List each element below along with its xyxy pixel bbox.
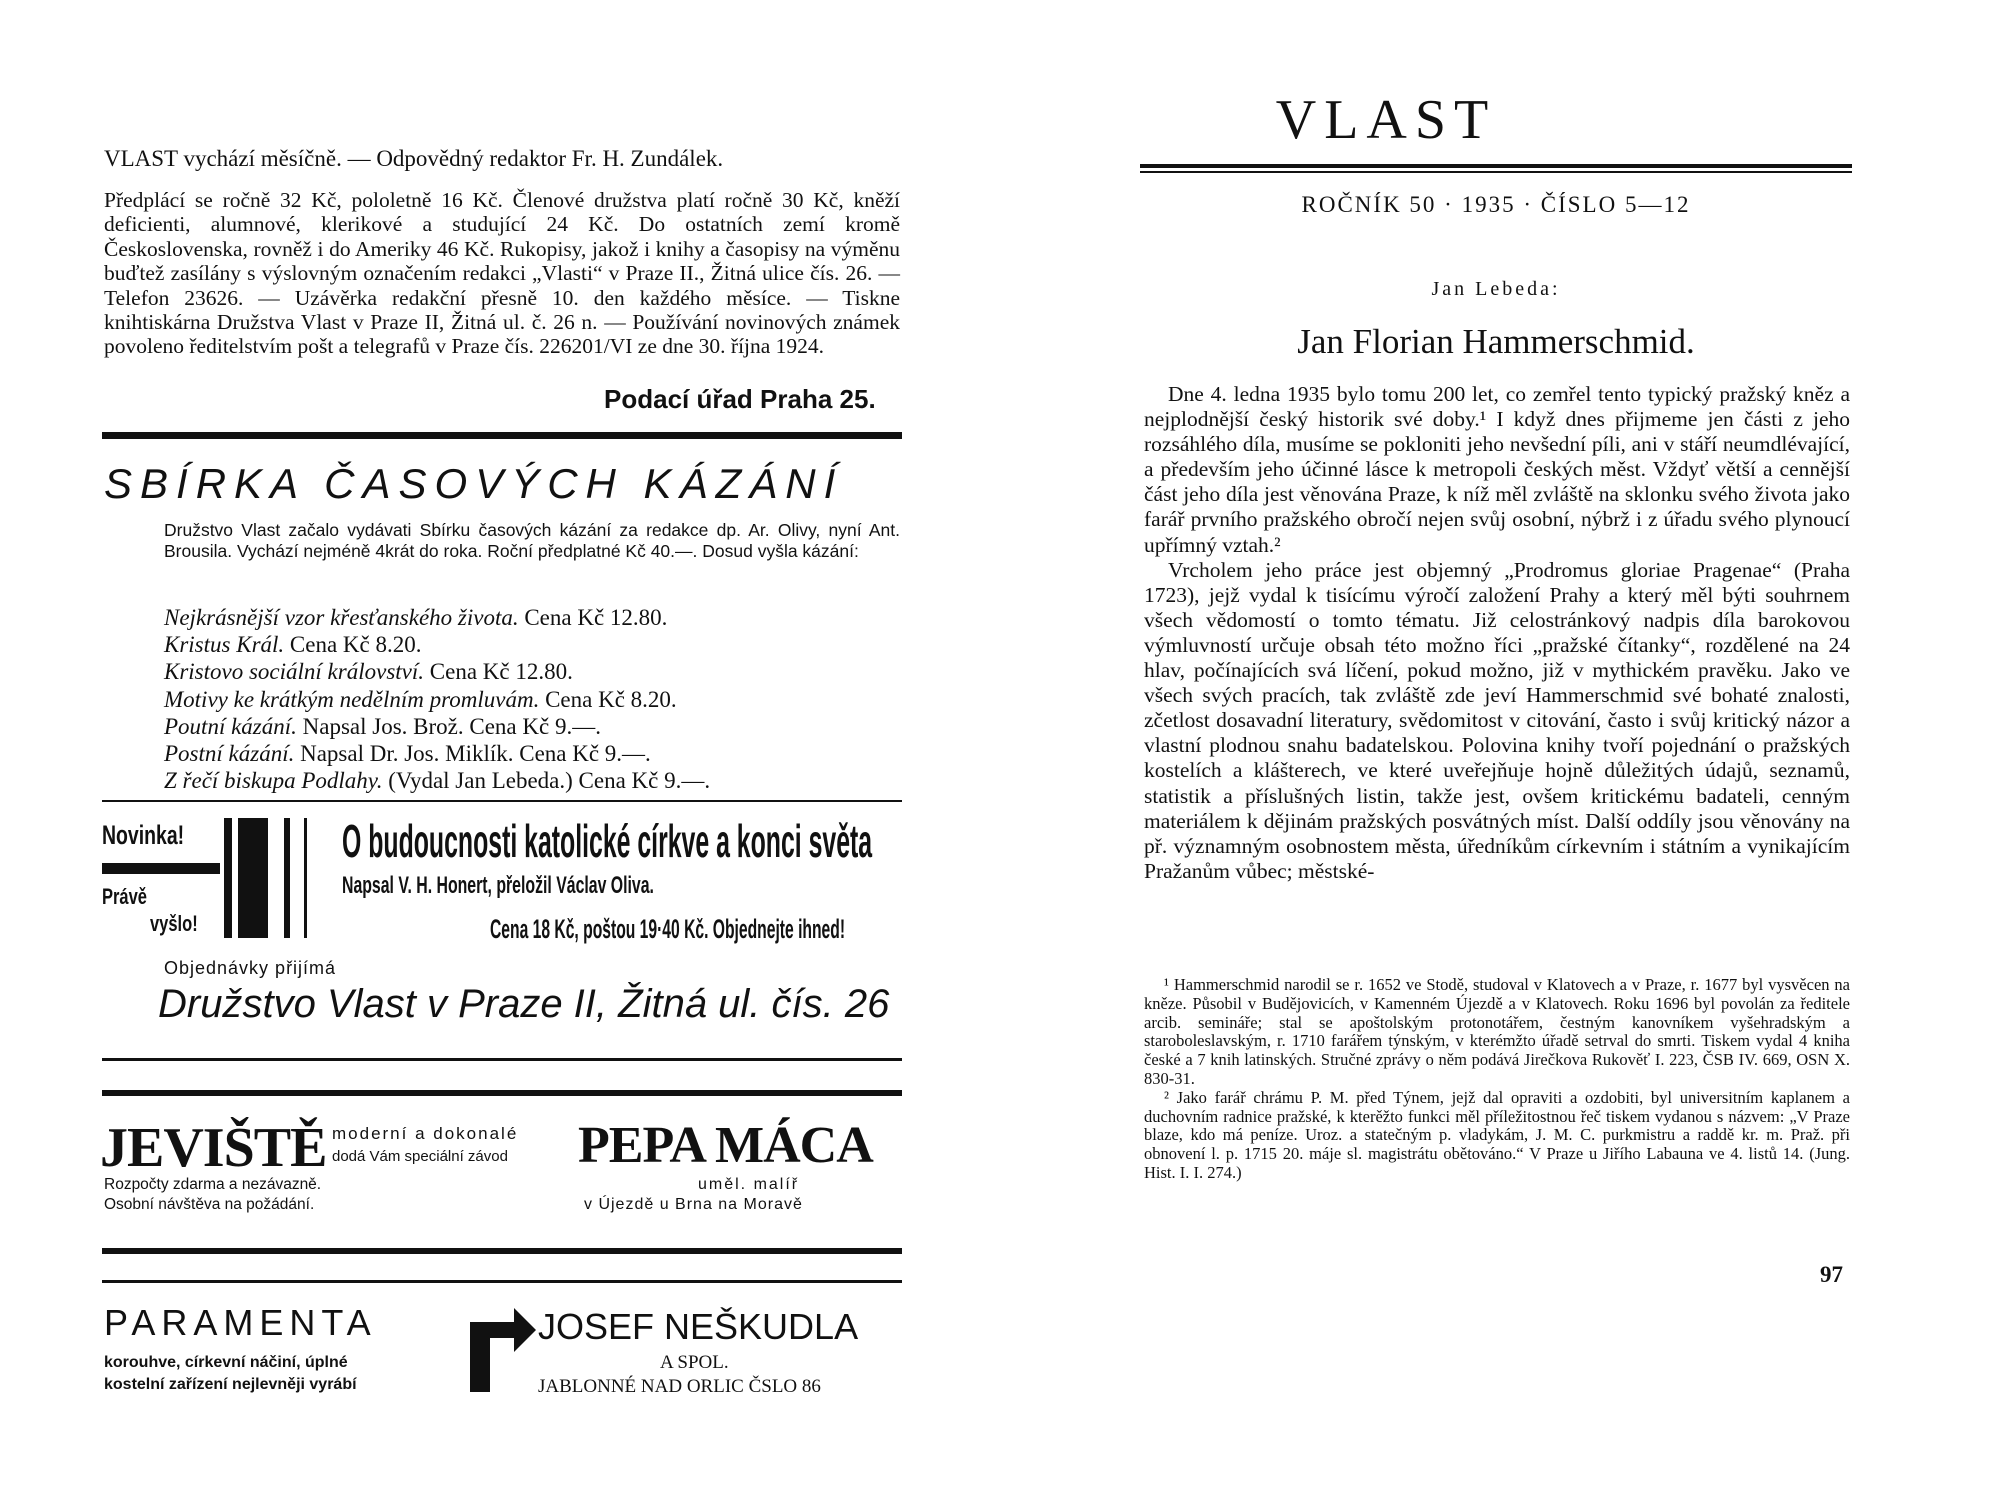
novinka-badge: Novinka! xyxy=(102,820,185,850)
divider-6 xyxy=(102,1280,902,1283)
book-title: Z řečí biskupa Podlahy. xyxy=(164,768,383,794)
book-item xyxy=(164,658,900,685)
novinka-bar xyxy=(102,863,220,874)
arrow-logo-icon xyxy=(470,1296,538,1392)
book-title: Poutní kázání. xyxy=(164,713,297,739)
novinka-author: Napsal V. H. Honert, přeložil Václav Oliva. xyxy=(342,872,654,899)
novinka-price: Cena 18 Kč, poštou 19·40 Kč. Objednejte ihned! xyxy=(490,914,846,944)
imprint-body: Předplácí se ročně 32 Kč, pololetně 16 Kč. Členové družstva platí ročně 30 Kč, kněží deficienti, alumnové, klerikové a studující 24 Kč. Do ostatních zemí kromě Československa, rovněž i do Ameriky 46 Kč. Rukopisy, jakož i knihy a časopisy na výměnu buďtež zasílány s výslovným označením redakci „Vlasti“ v Praze II., Žitná ulice čís. 26. — Telefon 23626. — Uzávěrka redakční přesně 10. den každého měsíce. — Tiskne knihtiskárna Družstva Vlast v Praze II, Žitná ul. č. 26 n. — Používání novinových známek povoleno ředitelstvím pošt a telegrafů v Praze čís. 226201/VI ze dne 30. října 1924. xyxy=(104,188,900,359)
book-title: Motivy ke krátkým nedělním promluvám. xyxy=(164,686,540,712)
jeviste-word: JEVIŠTĚ xyxy=(100,1117,327,1179)
masthead-rule-thick xyxy=(1140,164,1852,168)
publisher-address: Družstvo Vlast v Praze II, Žitná ul. čís. 26 xyxy=(158,982,890,1026)
footnote-1: ¹ Hammerschmid narodil se r. 1652 ve Stodě, studoval v Klatovech a v Praze, r. 1677 byl vysvěcen na kněze. Působil v Budějovicích, v Kamenném Újezdě a v Klatovech. Roku 1696 byl povolán za ředitele arcib. semináře; stal se apoštolským protonotářem, čestným kanovníkem vyšehradským a staroboleslavským, r. 1710 farářem týnským, v kterémžto úřadě setrval do smrti. Tiskem vydal 4 kniha české a 7 knih latinských. Stručné zprávy o něm podává Jirečkova Rukověť I. 223, ČSB IV. 669, OSN X. 830-31. xyxy=(1144,975,1850,1088)
book-title: Nejkrásnější vzor křesťanského života. xyxy=(164,605,519,630)
paramenta-title: PARAMENTA xyxy=(104,1302,377,1343)
paragraph: Dne 4. ledna 1935 bylo tomu 200 let, co zemřel tento typický pražský kněz a nejplodnější český historik své doby.¹ I když dnes přijmeme jen části z jeho rozsáhlého díla, musíme se pokloniti jeho nevšední píli, ani v stáří neumdlévající, a především jeho účinné lásce k metropoli českých měst. Vždyť větší a cennější část jeho díla jest věnována Praze, k níž měl zvláště na sklonku svého života jako farář prvního pražského obročí nejen svůj osobní, nýbrž i z úřadu svého plynoucí upřímný vztah.² xyxy=(1144,382,1850,557)
pepa-maca-name: PEPA MÁCA xyxy=(578,1117,873,1174)
podaci-urad: Podací úřad Praha 25. xyxy=(604,384,876,414)
book-title: Postní kázání. xyxy=(164,741,295,767)
novinka-title: O budoucnosti katolické církve a konci světa xyxy=(342,815,873,867)
prave-label: Právě xyxy=(102,884,147,909)
book-price: Cena Kč 12.80. xyxy=(518,605,668,630)
article-title: Jan Florian Hammerschmid. xyxy=(1297,322,1695,361)
book-item xyxy=(164,631,900,658)
jeviste-tag-2: dodá Vám speciální závod xyxy=(332,1148,508,1165)
book-item xyxy=(164,767,900,794)
book-item xyxy=(164,713,900,740)
divider-4 xyxy=(102,1090,902,1096)
thin-stripe xyxy=(284,818,290,938)
divider-3 xyxy=(102,1058,902,1061)
book-title: Kristus Král. xyxy=(164,632,285,658)
book-item xyxy=(164,604,900,631)
sbirka-title: SBÍRKA ČASOVÝCH KÁZÁNÍ xyxy=(104,460,844,507)
footnote-2: ² Jako farář chrámu P. M. před Týnem, jejž dal opraviti a ozdobiti, byl universitním kaplanem a duchovním radnice pražské, k kterěžto funkci měl příležitostnou řeč tiskem vydanou s názvem: „V Praze blaze, kdo má peníze. Uroz. a statečným p. vladykám, J. M. C. purkmistru a raddě kr. m. Praž. při obnovení l. p. 1715 20. máje sl. magistrátu obětováno.“ V Praze u Jiřího Labauna ve 4. listů 14. (Jung. Hist. I. I. 274.) xyxy=(1144,1087,1850,1182)
book-price: Napsal Dr. Jos. Miklík. Cena Kč 9.—. xyxy=(294,741,651,767)
issue-line: ROČNÍK 50 · 1935 · ČÍSLO 5—12 xyxy=(1301,192,1691,217)
thick-stripe xyxy=(238,818,268,938)
book-item xyxy=(164,740,900,767)
book-price: Cena Kč 8.20. xyxy=(284,632,422,658)
paramenta-line-2: kostelní zařízení nejlevněji vyrábí xyxy=(104,1376,357,1393)
jeviste-tag-1: moderní a dokonalé xyxy=(332,1124,519,1143)
paramenta-line-1: korouhve, církevní náčiní, úplné xyxy=(104,1354,348,1371)
masthead: VLAST xyxy=(1275,89,1497,151)
jeviste-right-2: v Újezdě u Brna na Moravě xyxy=(584,1196,803,1213)
orders-label: Objednávky přijímá xyxy=(164,958,337,978)
book-price: Napsal Jos. Brož. Cena Kč 9.—. xyxy=(296,713,601,739)
thick-stripe xyxy=(224,818,232,938)
sbirka-book-list xyxy=(164,604,900,794)
divider-5 xyxy=(102,1248,902,1254)
vyslo-label: vyšlo! xyxy=(150,911,198,936)
article-author: Jan Lebeda: xyxy=(1431,278,1561,300)
company-spol: A SPOL. xyxy=(660,1352,729,1373)
jeviste-left-2: Osobní návštěva na požádání. xyxy=(104,1196,315,1213)
divider-1 xyxy=(102,432,902,439)
footnotes xyxy=(1144,976,1850,1183)
book-item xyxy=(164,686,900,713)
jeviste-right-1: uměl. malíř xyxy=(698,1176,800,1193)
company-name: JOSEF NEŠKUDLA xyxy=(538,1306,859,1347)
jeviste-left-1: Rozpočty zdarma a nezávazně. xyxy=(104,1176,322,1193)
page-number: 97 xyxy=(1820,1262,1843,1287)
article-body xyxy=(1144,382,1850,884)
thin-stripe xyxy=(304,818,307,938)
book-price: Cena Kč 12.80. xyxy=(424,659,573,685)
paragraph: Vrcholem jeho práce jest objemný „Prodromus gloriae Pragenae“ (Praha 1723), jejž vydal k tisícímu výročí založení Prahy a který měl býti souhrnem všech vědomostí o tomto tématu. Již celostránkový nadpis díla barokovou výmluvností určuje obsah této možno říci „pražské čítanky“, rozdělené na 24 hlav, počínajících svá líčení, pokud možno, již v mythickém pravěku. Jako ve všech svých pracích, tak zvláště zde jeví Hammerschmid své bohaté znalosti, zčetlost dosavadní literatury, svědomitost v citování, často i svůj kritický názor a vlastní plodnou snahu badatelskou. Polovina knihy tvoří pojednání o pražských kostelích a klášterech, ve které uveřejňuje hojně důležitých údajů, seznamů, statistik a příslušných listin, takže jest, ovšem kritickému badateli, cenným materiálem k dějinám pražských posvátných míst. Další oddíly jsou věnovány na př. významným osobnostem města, úředníkům církevním i státním a vynikajícím Pražanům vůbec; městské- xyxy=(1144,557,1850,883)
book-price: Cena Kč 8.20. xyxy=(539,686,677,712)
masthead-rule-thin xyxy=(1140,171,1852,173)
company-place: JABLONNÉ NAD ORLIC ČSLO 86 xyxy=(538,1376,821,1397)
book-price: (Vydal Jan Lebeda.) Cena Kč 9.—. xyxy=(382,768,711,794)
divider-2 xyxy=(102,800,902,802)
imprint-line: VLAST vychází měsíčně. — Odpovědný redaktor Fr. H. Zundálek. xyxy=(104,146,724,171)
book-title: Kristovo sociální království. xyxy=(164,659,425,685)
sbirka-intro: Družstvo Vlast začalo vydávati Sbírku časových kázání za redakce dp. Ar. Olivy, nyní Ant. Brousila. Vychází nejméně 4krát do roka. Roční předplatné Kč 40.—. Dosud vyšla kázání: xyxy=(164,520,900,561)
